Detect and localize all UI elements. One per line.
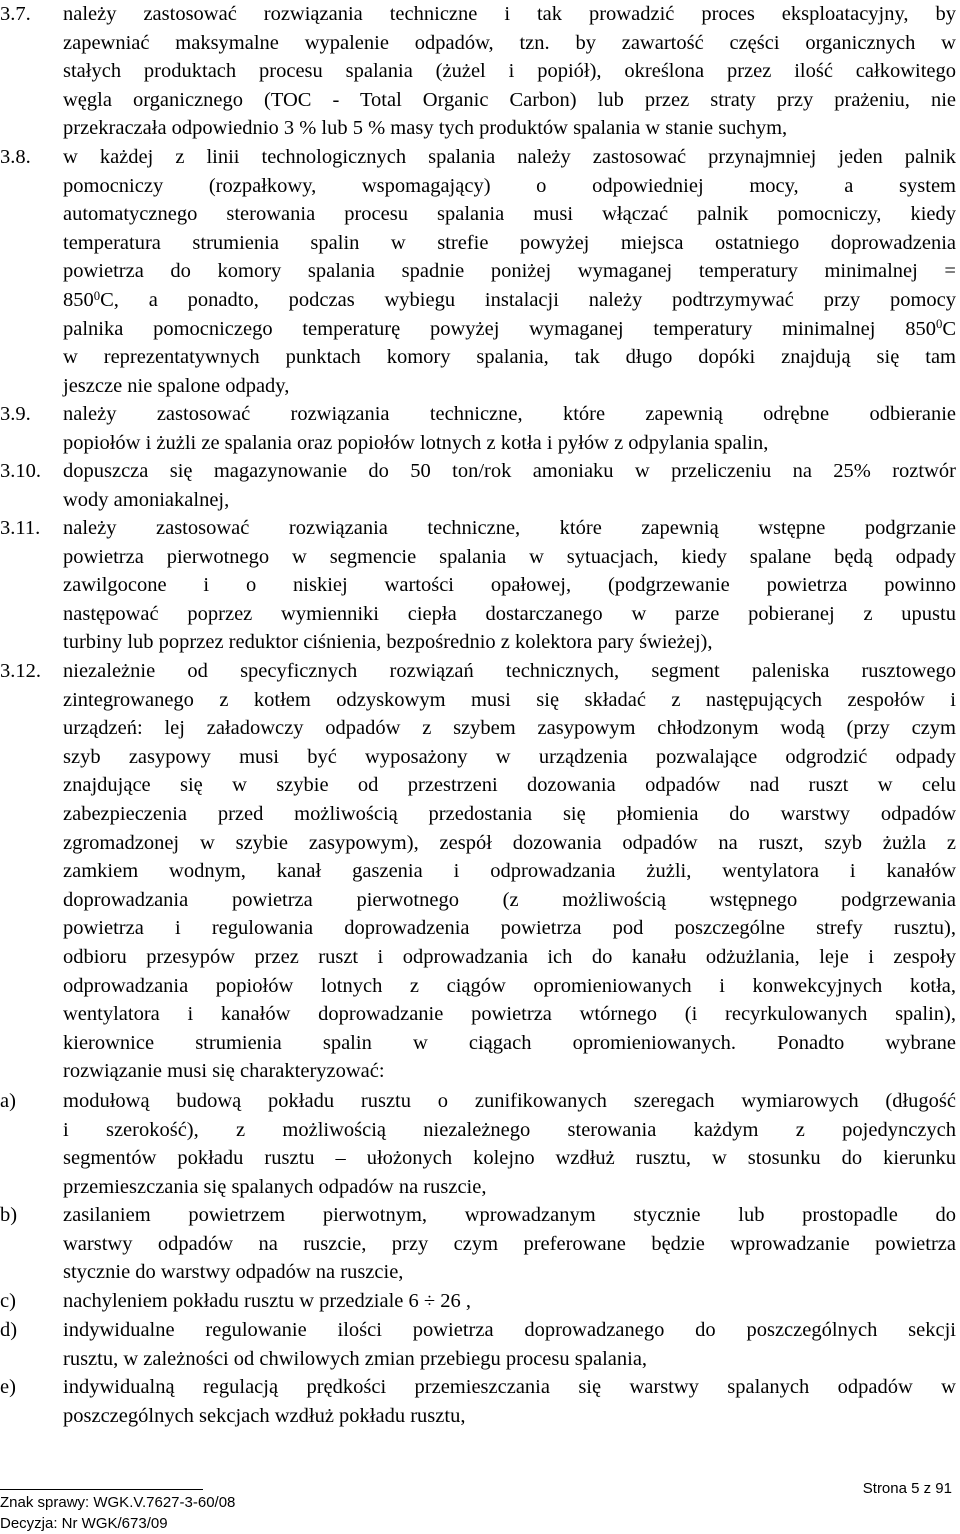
text-line: stałych produktach procesu spalania (żużel i popiół), określona przez ilość całkowitego bbox=[63, 60, 956, 83]
text-line: należy zastosować rozwiązania techniczne, które zapewnią wstępne podgrzanie bbox=[63, 517, 956, 539]
text-line: wody amoniakalnej, bbox=[63, 488, 230, 511]
item-number: b) bbox=[0, 1204, 18, 1226]
item-text bbox=[63, 1373, 956, 1430]
text-line: dopuszcza się magazynowanie do 50 ton/rok amoniaku w przeliczeniu na 25% roztwór bbox=[63, 460, 956, 482]
text-line: jeszcze nie spalone odpady, bbox=[63, 374, 290, 397]
text-line: odprowadzania popiołów lotnych z ciągów opromieniowanych i konwekcyjnych kotła, bbox=[63, 974, 956, 997]
text-line: wentylatora i kanałów doprowadzanie powietrza wtórnego (i recyrkulowanych spalin), bbox=[63, 1003, 956, 1026]
text-line: zapewniać maksymalne wypalenie odpadów, tzn. by zawartość części organicznych w bbox=[63, 31, 956, 54]
text-line: w każdej z linii technologicznych spalania należy zastosować przynajmniej jeden palnik bbox=[63, 146, 956, 168]
item-text bbox=[63, 1316, 956, 1373]
text-line: poszczególnych sekcjach wzdłuż pokładu rusztu, bbox=[63, 1404, 466, 1427]
text-line: przekraczała odpowiednio 3 % lub 5 % masy tych produktów spalania w stanie suchym, bbox=[63, 117, 788, 140]
item-text bbox=[63, 1087, 956, 1201]
item-number: c) bbox=[0, 1290, 16, 1312]
item-text bbox=[63, 514, 956, 657]
text-line: doprowadzania powietrza pierwotnego (z możliwością wstępnego podgrzewania bbox=[63, 888, 956, 911]
text-line: znajdujące się w szybie od przestrzeni dozowania odpadów nad ruszt w celu bbox=[63, 774, 956, 797]
text-line: przemieszczania się spalanych odpadów na ruszcie, bbox=[63, 1175, 487, 1198]
footer-decision-number: Decyzja: Nr WGK/673/09 bbox=[0, 1515, 168, 1532]
text-line: należy zastosować rozwiązania techniczne i tak prowadzić proces eksploatacyjny, by bbox=[63, 3, 956, 25]
text-line: indywidualną regulacją prędkości przemieszczania się warstwy spalanych odpadów w bbox=[63, 1376, 956, 1398]
text-line: turbiny lub poprzez reduktor ciśnienia, bezpośrednio z kolektora pary świeżej), bbox=[63, 631, 713, 654]
text-line: segmentów pokładu rusztu – ułożonych kolejno wzdłuż rusztu, w stosunku do kierunku bbox=[63, 1147, 956, 1170]
list-item bbox=[0, 514, 956, 657]
item-text bbox=[63, 457, 956, 514]
text-line: palnika pomocniczego temperaturę powyżej wymaganej temperatury minimalnej $850^0C$ bbox=[63, 317, 956, 340]
item-number: d) bbox=[0, 1319, 18, 1341]
item-number: 3.12. bbox=[0, 660, 41, 682]
item-text bbox=[63, 0, 956, 143]
page-number: Strona 5 z 91 bbox=[862, 1480, 952, 1497]
item-number: 3.8. bbox=[0, 146, 31, 168]
text-line: zawilgocone i o niskiej wartości opałowej, (podgrzewanie powietrza powinno bbox=[63, 574, 956, 597]
text-line: szyb zasypowy musi być wyposażony w urządzenia pozwalające odgrodzić odpady bbox=[63, 745, 956, 768]
item-number: 3.11. bbox=[0, 517, 41, 539]
text-line: niezależnie od specyficznych rozwiązań technicznych, segment paleniska rusztowego bbox=[63, 660, 956, 682]
footer-case-info bbox=[0, 1492, 235, 1534]
footer-case-number: Znak sprawy: WGK.V.7627-3-60/08 bbox=[0, 1494, 236, 1511]
item-number: 3.10. bbox=[0, 460, 41, 482]
text-line: indywidualne regulowanie ilości powietrza doprowadzanego do poszczególnych sekcji bbox=[63, 1319, 956, 1341]
text-line: temperatura strumienia spalin w strefie powyżej miejsca ostatniego doprowadzenia bbox=[63, 231, 956, 254]
list-item bbox=[0, 1373, 956, 1430]
text-line: zintegrowanego z kotłem odzyskowym musi się składać z następujących zespołów i bbox=[63, 688, 956, 711]
text-line: węgla organicznego (TOC - Total Organic Carbon) lub przez straty przy prażeniu, nie bbox=[63, 88, 956, 111]
list-item bbox=[0, 1287, 956, 1316]
text-line: zasilaniem powietrzem pierwotnym, wprowadzanym stycznie lub prostopadle do bbox=[63, 1204, 956, 1226]
text-line: powietrza do komory spalania spadnie poniżej wymaganej temperatury minimalnej = bbox=[63, 260, 956, 283]
list-item bbox=[0, 1201, 956, 1287]
text-line: powietrza pierwotnego w segmencie spalania w sytuacjach, kiedy spalane będą odpady bbox=[63, 545, 956, 568]
text-line: należy zastosować rozwiązania techniczne, które zapewnią odrębne odbieranie bbox=[63, 403, 956, 425]
text-line: powietrza i regulowania doprowadzenia powietrza pod poszczególne strefy rusztu), bbox=[63, 917, 956, 940]
footer-divider bbox=[0, 1489, 203, 1490]
text-line: $850^0C$, a ponadto, podczas wybiegu instalacji należy podtrzymywać przy pomocy bbox=[63, 288, 956, 311]
text-line: zabezpieczenia przed możliwością przedostania się płomienia do warstwy odpadów bbox=[63, 802, 956, 825]
item-number: e) bbox=[0, 1376, 16, 1398]
list-item bbox=[0, 457, 956, 514]
list-item bbox=[0, 0, 956, 143]
item-text bbox=[63, 657, 956, 1086]
text-line: modułową budową pokładu rusztu o zunifikowanych szeregach wymiarowych (długość bbox=[63, 1090, 956, 1112]
item-text bbox=[63, 400, 956, 457]
text-line: rozwiązanie musi się charakteryzować: bbox=[63, 1060, 385, 1083]
text-line: warstwy odpadów na ruszcie, przy czym preferowane będzie wprowadzanie powietrza bbox=[63, 1232, 956, 1255]
list-item bbox=[0, 1316, 956, 1373]
text-line: następować poprzez wymienniki ciepła dostarczanego w parze pobieranej z upustu bbox=[63, 602, 956, 625]
text-line: zgromadzonej w szybie zasypowym), zespół dozowania odpadów na ruszt, szyb żużla z bbox=[63, 831, 956, 854]
item-text bbox=[63, 143, 956, 400]
item-text bbox=[63, 1287, 956, 1316]
text-line: zamkiem wodnym, kanał gaszenia i odprowadzania żużli, wentylatora i kanałów bbox=[63, 860, 956, 883]
item-text bbox=[63, 1201, 956, 1287]
list-item bbox=[0, 1087, 956, 1201]
text-line: w reprezentatywnych punktach komory spalania, tak długo dopóki znajdują się tam bbox=[63, 346, 956, 369]
text-line: pomocniczy (rozpałkowy, wspomagający) o odpowiedniej mocy, a system bbox=[63, 174, 956, 197]
item-number: 3.7. bbox=[0, 3, 31, 25]
list-item bbox=[0, 143, 956, 400]
text-line: urządzeń: lej załadowczy odpadów z szybem zasypowym chłodzonym wodą (przy czym bbox=[63, 717, 956, 740]
item-number: a) bbox=[0, 1090, 16, 1112]
text-line: odbioru przesypów przez ruszt i odprowadzania ich do kanału odżużlania, leje i zespoły bbox=[63, 945, 956, 968]
text-line: rusztu, w zależności od chwilowych zmian przebiegu procesu spalania, bbox=[63, 1347, 648, 1370]
text-line: nachyleniem pokładu rusztu w przedziale 6 ÷ 26 , bbox=[63, 1290, 472, 1312]
list-item bbox=[0, 400, 956, 457]
list-item bbox=[0, 657, 956, 1086]
text-line: stycznie do warstwy odpadów na ruszcie, bbox=[63, 1261, 404, 1284]
text-line: popiołów i żużli ze spalania oraz popiołów lotnych z kotła i pyłów z odpylania spalin, bbox=[63, 431, 769, 454]
item-number: 3.9. bbox=[0, 403, 31, 425]
text-line: i szerokość), z możliwością niezależnego sterowania każdym z pojedynczych bbox=[63, 1118, 956, 1141]
text-line: automatycznego sterowania procesu spalania musi włączać palnik pomocniczy, kiedy bbox=[63, 203, 956, 226]
text-line: kierownice strumienia spalin w ciągach opromieniowanych. Ponadto wybrane bbox=[63, 1031, 956, 1054]
